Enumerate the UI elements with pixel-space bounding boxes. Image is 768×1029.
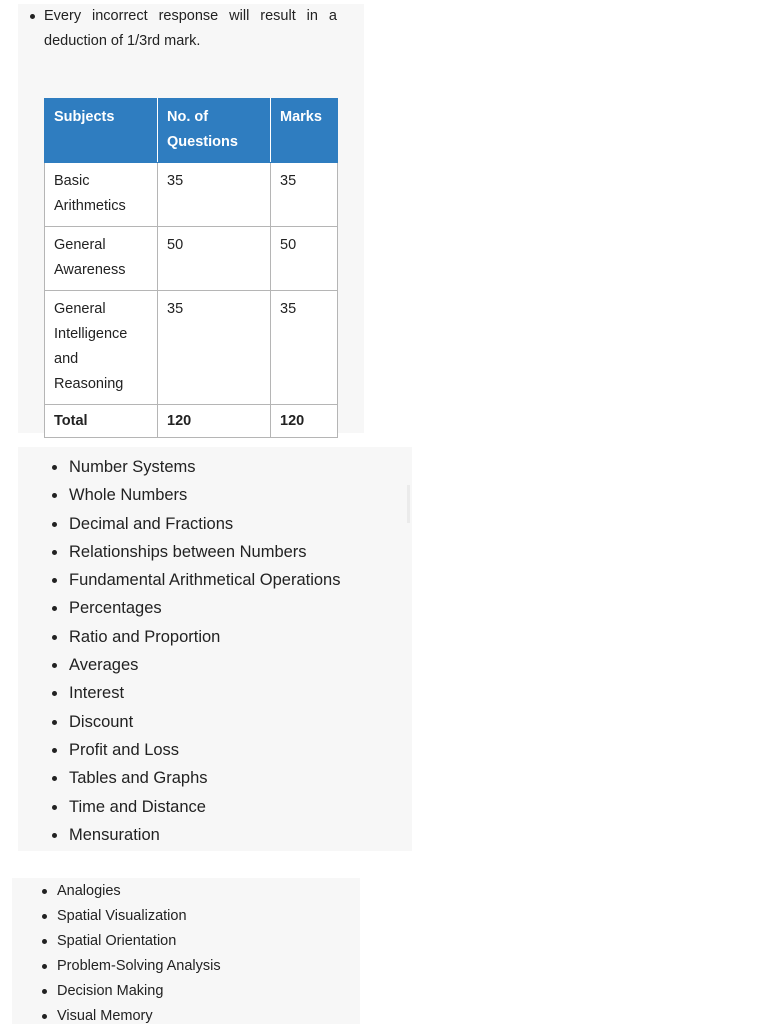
list-item: Interest <box>69 679 340 707</box>
marks-cell: 35 <box>271 291 338 405</box>
scrollbar-thumb[interactable] <box>407 485 410 523</box>
list-item: Profit and Loss <box>69 736 340 764</box>
list-item: Tables and Graphs <box>69 764 340 792</box>
list-item: Whole Numbers <box>69 481 340 509</box>
list-item: Discount <box>69 708 340 736</box>
total-label-cell: Total <box>45 405 158 438</box>
questions-cell: 50 <box>158 227 271 291</box>
list-item: Spatial Visualization <box>57 904 221 929</box>
table-row <box>45 291 338 405</box>
arithmetic-topics-list <box>69 453 340 849</box>
list-item: Spatial Orientation <box>57 929 221 954</box>
subject-cell: General Intelligence and Reasoning <box>45 291 158 405</box>
marks-cell: 35 <box>271 163 338 227</box>
table-total-row <box>45 405 338 438</box>
table-row <box>45 227 338 291</box>
list-item: Problem-Solving Analysis <box>57 954 221 979</box>
table-row <box>45 163 338 227</box>
exam-pattern-table <box>44 98 338 438</box>
subject-cell: General Awareness <box>45 227 158 291</box>
list-item: Relationships between Numbers <box>69 538 340 566</box>
column-header-subjects: Subjects <box>45 99 158 163</box>
subject-cell: Basic Arithmetics <box>45 163 158 227</box>
table-header-row <box>45 99 338 163</box>
list-item: Analogies <box>57 879 221 904</box>
marking-scheme-list <box>44 4 337 54</box>
list-item: Decision Making <box>57 979 221 1004</box>
list-item: Decimal and Fractions <box>69 510 340 538</box>
list-item: Mensuration <box>69 821 340 849</box>
questions-cell: 35 <box>158 163 271 227</box>
list-item: Percentages <box>69 594 340 622</box>
total-marks-cell: 120 <box>271 405 338 438</box>
list-item: Ratio and Proportion <box>69 623 340 651</box>
column-header-questions: No. of Questions <box>158 99 271 163</box>
total-questions-cell: 120 <box>158 405 271 438</box>
list-item: Every incorrect response will result in a deduction of 1/3rd mark. <box>44 4 337 54</box>
questions-cell: 35 <box>158 291 271 405</box>
reasoning-topics-list <box>57 879 221 1029</box>
list-item: Fundamental Arithmetical Operations <box>69 566 340 594</box>
column-header-marks: Marks <box>271 99 338 163</box>
marks-cell: 50 <box>271 227 338 291</box>
list-item: Number Systems <box>69 453 340 481</box>
list-item: Averages <box>69 651 340 679</box>
list-item: Visual Memory <box>57 1004 221 1029</box>
list-item: Time and Distance <box>69 793 340 821</box>
